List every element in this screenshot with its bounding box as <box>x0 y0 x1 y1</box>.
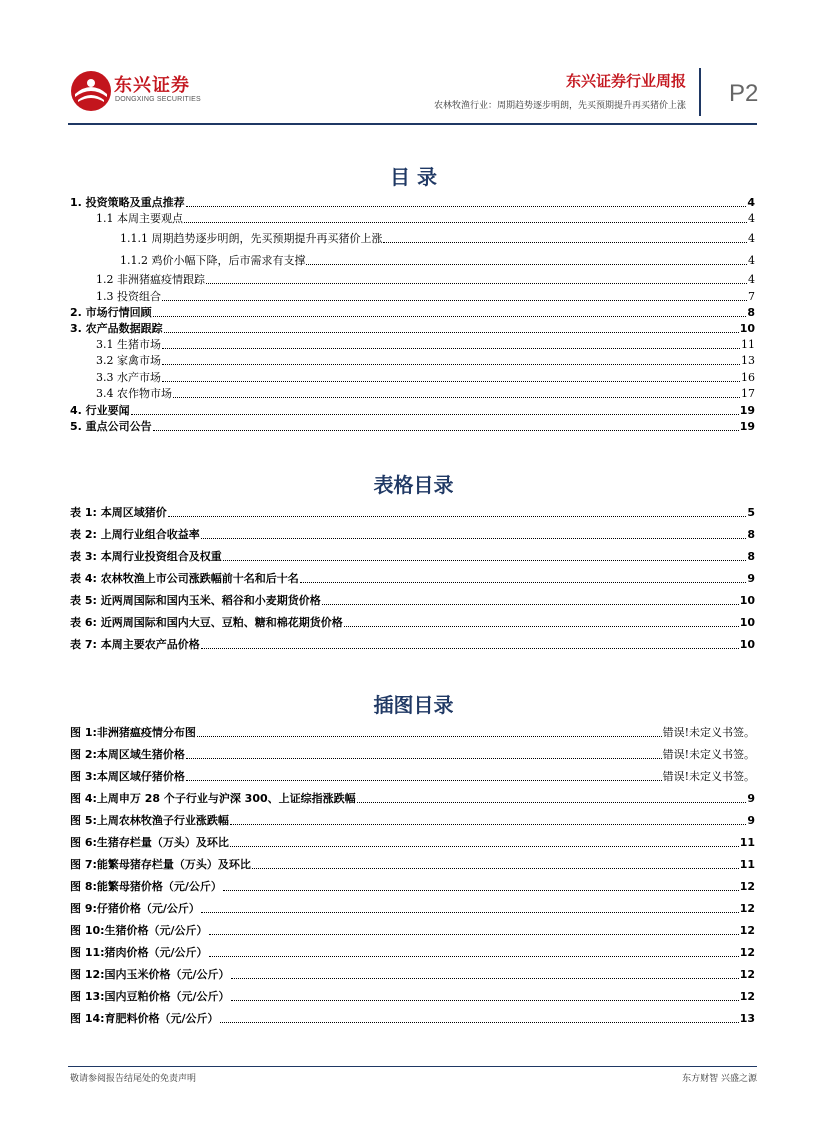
logo-text-en: DONGXING SECURITIES <box>115 96 201 103</box>
toc-entry-label: 3.1 生猪市场 <box>96 338 161 351</box>
toc-entry-page: 19 <box>739 404 755 417</box>
toc-entry-label: 1.1.1 周期趋势逐步明朗，先买预期提升再买猪价上涨 <box>120 232 383 245</box>
toc-entry[interactable] <box>70 320 755 336</box>
figure-entry-page: 12 <box>739 880 755 893</box>
toc-entry-page: 4 <box>748 273 755 286</box>
toc-entry-label: 2. 市场行情回顾 <box>70 306 152 319</box>
toc-entry[interactable] <box>96 336 755 352</box>
toc-entry-label: 3. 农产品数据跟踪 <box>70 322 163 335</box>
toc-entry-label: 5. 重点公司公告 <box>70 420 152 433</box>
header-rule <box>68 123 757 125</box>
toc-entry[interactable] <box>96 352 755 368</box>
table-entry-page: 8 <box>747 550 755 563</box>
report-type: 东兴证券行业周报 <box>565 72 686 90</box>
toc-entry-page: 16 <box>741 371 755 384</box>
figure-entry[interactable] <box>70 724 755 740</box>
figure-entry-label: 图 1:非洲猪瘟疫情分布图 <box>70 726 196 739</box>
table-entry[interactable] <box>70 614 755 630</box>
figure-entry-label: 图 7:能繁母猪存栏量（万头）及环比 <box>70 858 251 871</box>
table-entry-page: 5 <box>747 506 755 519</box>
figure-list-title: 插图目录 <box>373 693 454 717</box>
toc-entry[interactable] <box>96 369 755 385</box>
footer-rule <box>68 1066 757 1067</box>
toc-entry-label: 3.3 水产市场 <box>96 371 161 384</box>
toc-entry-label: 4. 行业要闻 <box>70 404 130 417</box>
figure-entry[interactable] <box>70 988 755 1004</box>
table-entry[interactable] <box>70 526 755 542</box>
toc-entry-page: 19 <box>739 420 755 433</box>
table-entry[interactable] <box>70 504 755 520</box>
table-entry-page: 10 <box>739 616 755 629</box>
figure-entry-page: 错误!未定义书签。 <box>662 748 755 761</box>
company-logo <box>70 68 220 112</box>
toc-entry-label: 1.2 非洲猪瘟疫情跟踪 <box>96 273 205 286</box>
figure-entry-page: 9 <box>747 814 755 827</box>
toc-entry[interactable] <box>70 304 755 320</box>
figure-entry[interactable] <box>70 790 755 806</box>
figure-entry-label: 图 11:猪肉价格（元/公斤） <box>70 946 208 959</box>
figure-entry-label: 图 6:生猪存栏量（万头）及环比 <box>70 836 229 849</box>
table-entry-label: 表 6: 近两周国际和国内大豆、豆粕、糖和棉花期货价格 <box>70 616 343 629</box>
figure-entry-page: 13 <box>739 1012 755 1025</box>
figure-entry[interactable] <box>70 922 755 938</box>
figure-entry[interactable] <box>70 1010 755 1026</box>
table-entry-label: 表 7: 本周主要农产品价格 <box>70 638 200 651</box>
figure-entry-page: 12 <box>739 990 755 1003</box>
figure-entry-label: 图 13:国内豆粕价格（元/公斤） <box>70 990 230 1003</box>
figure-entry-label: 图 9:仔猪价格（元/公斤） <box>70 902 200 915</box>
figure-entry-page: 11 <box>739 836 755 849</box>
toc-entry[interactable] <box>120 230 755 246</box>
logo-text-cn: 东兴证券 <box>114 75 190 96</box>
figure-entry-page: 9 <box>747 792 755 805</box>
toc-entry-page: 4 <box>748 254 755 267</box>
figure-entry[interactable] <box>70 812 755 828</box>
table-entry-label: 表 2: 上周行业组合收益率 <box>70 528 200 541</box>
figure-entry[interactable] <box>70 878 755 894</box>
toc-entry-page: 4 <box>747 196 755 209</box>
table-entry-page: 10 <box>739 638 755 651</box>
toc-entry[interactable] <box>96 385 755 401</box>
page-number: P2 <box>729 80 759 107</box>
report-subtitle: 农林牧渔行业：周期趋势逐步明朗，先买预期提升再买猪价上涨 <box>433 101 686 111</box>
toc-entry[interactable] <box>70 194 755 210</box>
toc-entry-page: 4 <box>748 232 755 245</box>
toc-entry-label: 3.2 家禽市场 <box>96 354 161 367</box>
toc-entry-label: 3.4 农作物市场 <box>96 387 172 400</box>
footer-slogan: 东方财智 兴盛之源 <box>682 1074 757 1084</box>
figure-entry-page: 12 <box>739 968 755 981</box>
toc-entry-page: 8 <box>747 306 755 319</box>
figure-entry-label: 图 3:本周区域仔猪价格 <box>70 770 185 783</box>
table-entry-page: 9 <box>747 572 755 585</box>
table-entry-label: 表 1: 本周区域猪价 <box>70 506 167 519</box>
toc-entry-label: 1.3 投资组合 <box>96 290 161 303</box>
figure-entry[interactable] <box>70 768 755 784</box>
toc-entry-page: 11 <box>741 338 755 351</box>
figure-entry-page: 错误!未定义书签。 <box>662 770 755 783</box>
figure-entry-label: 图 12:国内玉米价格（元/公斤） <box>70 968 230 981</box>
table-entry[interactable] <box>70 636 755 652</box>
page-header <box>0 0 827 130</box>
table-entry-label: 表 3: 本周行业投资组合及权重 <box>70 550 222 563</box>
table-entry-page: 10 <box>739 594 755 607</box>
table-entry[interactable] <box>70 592 755 608</box>
figure-entry-label: 图 14:育肥料价格（元/公斤） <box>70 1012 219 1025</box>
figure-entry-page: 11 <box>739 858 755 871</box>
figure-entry-label: 图 4:上周申万 28 个子行业与沪深 300、上证综指涨跌幅 <box>70 792 356 805</box>
toc-entry-page: 7 <box>748 290 755 303</box>
toc-entry-page: 4 <box>748 212 755 225</box>
figure-entry[interactable] <box>70 944 755 960</box>
figure-entry-label: 图 10:生猪价格（元/公斤） <box>70 924 208 937</box>
toc-entry[interactable] <box>70 402 755 418</box>
figure-entry-label: 图 8:能繁母猪价格（元/公斤） <box>70 880 222 893</box>
table-entry-page: 8 <box>747 528 755 541</box>
footer-disclaimer: 敬请参阅报告结尾处的免责声明 <box>70 1074 197 1084</box>
table-entry[interactable] <box>70 548 755 564</box>
table-entry[interactable] <box>70 570 755 586</box>
toc-entry-label: 1. 投资策略及重点推荐 <box>70 196 185 209</box>
toc-title: 目 录 <box>390 165 437 189</box>
table-entry-label: 表 5: 近两周国际和国内玉米、稻谷和小麦期货价格 <box>70 594 321 607</box>
figure-entry[interactable] <box>70 966 755 982</box>
figure-entry-page: 12 <box>739 946 755 959</box>
toc-entry[interactable] <box>96 271 755 287</box>
figure-entry[interactable] <box>70 900 755 916</box>
figure-entry-label: 图 5:上周农林牧渔子行业涨跌幅 <box>70 814 229 827</box>
toc-entry[interactable] <box>96 210 755 226</box>
figure-entry-page: 12 <box>739 924 755 937</box>
toc-entry[interactable] <box>120 252 755 268</box>
table-list-title: 表格目录 <box>373 473 454 497</box>
toc-entry-label: 1.1.2 鸡价小幅下降，后市需求有支撑 <box>120 254 306 267</box>
toc-entry[interactable] <box>96 288 755 304</box>
toc-entry-page: 13 <box>741 354 755 367</box>
figure-entry[interactable] <box>70 856 755 872</box>
figure-entry-page: 错误!未定义书签。 <box>662 726 755 739</box>
figure-entry[interactable] <box>70 746 755 762</box>
toc-entry[interactable] <box>70 418 755 434</box>
figure-entry-page: 12 <box>739 902 755 915</box>
toc-entry-page: 10 <box>739 322 755 335</box>
header-divider <box>699 68 701 116</box>
figure-entry-label: 图 2:本周区域生猪价格 <box>70 748 185 761</box>
table-entry-label: 表 4: 农林牧渔上市公司涨跌幅前十名和后十名 <box>70 572 299 585</box>
figure-entry[interactable] <box>70 834 755 850</box>
toc-entry-label: 1.1 本周主要观点 <box>96 212 183 225</box>
toc-entry-page: 17 <box>741 387 755 400</box>
dongxing-logo-icon <box>70 70 112 112</box>
